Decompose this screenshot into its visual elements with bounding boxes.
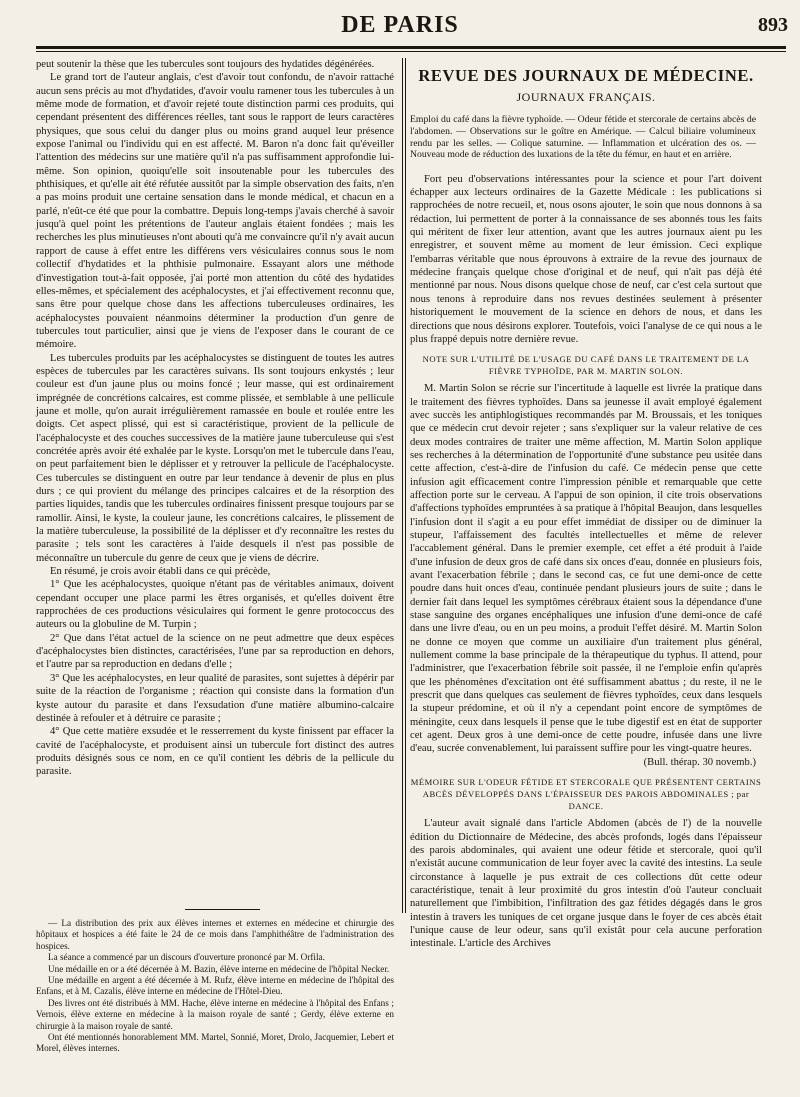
footnote-paragraph: — La distribution des prix aux élèves internes et externes en médecine et chirurgie des hôpitaux et hospices a été faite le 24 de ce mois dans l'amphithéâtre de l'administration des hospices. — [36, 918, 394, 951]
paragraph: peut soutenir la thèse que les tubercules sont toujours des hydatides dégénérées. — [36, 59, 375, 70]
list-item: 1° Que les acéphalocystes, quoique n'étant pas de véritables animaux, doivent cependant occuper une place parmi les êtres organisés, et qu'elles doivent être rapprochées de ces productions vésiculaires qui forment le genre protococcus des auteurs ou la globuline de M. Turpin ; — [36, 579, 394, 631]
header-rule-thin — [36, 51, 786, 52]
section-subtitle: JOURNAUX FRANÇAIS. — [516, 90, 656, 104]
running-title: DE PARIS — [341, 12, 459, 38]
article-title: MÉMOIRE SUR L'ODEUR FÉTIDE ET STERCORALE QUE PRÉSENTENT CERTAINS ABCÈS DÉVELOPPÉS DANS L'ÉPAISSEUR DES PAROIS ABDOMINALES ; par DANCE. — [410, 777, 762, 812]
footnote-paragraph: Une médaille en argent a été décernée à M. Rufz, élève interne en médecine de l'hôpital des Enfans, et à M. Cazalis, élève interne en médecine de l'Hôtel-Dieu. — [36, 975, 394, 997]
column-divider-inner — [405, 58, 406, 913]
footnote — [36, 918, 394, 1055]
left-column — [36, 58, 394, 779]
right-column — [410, 58, 762, 951]
list-item: 3° Que les acéphalocystes, en leur qualité de parasites, sont sujettes à dépérir par suite de la réaction de l'organisme ; réaction qui consiste dans la formation d'un kyste autour du parasite et dans l'exsudation d'une matière albumino-calcaire destinée à refouler et à détruire ce parasite ; — [36, 672, 394, 724]
footnote-paragraph: Une médaille en or a été décernée à M. Bazin, élève interne en médecine de l'hôpital Necker. — [48, 963, 390, 974]
footnote-paragraph: La séance a commencé par un discours d'ouverture prononcé par M. Orfila. — [48, 952, 325, 963]
paragraph: Le grand tort de l'auteur anglais, c'est d'avoir tout confondu, de n'avoir rattaché aucun sens précis au mot d'hydatides, d'avoir voulu ramener tous les tubercules à un même mode de formation, et d'avoir rejeté toute distinction parmi ces produits, qui cependant présentent des différences réelles, tant sous le rapport de leurs caractères physiques, que sous celui du danger plus ou moins grand auquel leur présence expose l'animal ou l'individu qui en est affecté. M. Baron n'a donc fait qu'éveiller l'attention des médecins sur une matière qu'il n'a pas suffisamment approfondie lui-même. Son opinion, quoiqu'elle soit insoutenable pour les tubercules des phthisiques, et qu'elle ait été réfutée aussitôt par la simple observation des faits, n'en a pas moins produit une certaine sensation dans le monde médical, et chacun en a parlé, n'eût-ce été que pour la combattre. Depuis long-temps j'avais cherché à savoir jusqu'à quel point les prétentions de l'auteur anglais étaient fondées ; mais les recherches les plus minutieuses n'ont abouti qu'à me convaincre qu'il n'y avait aucun rapport de cause à effet entre les différens vers vésiculaires connus sous le nom collectif d'hydatides et la phthisie pulmonaire. Essayant alors une méthode d'investigation tout-à-fait opposée, j'ai porté mon attention du côté des hydatides elles-mêmes, et spécialement des acéphalocystes, et j'ai effectivement reconnu que, sans être pour quelque chose dans les affections tuberculeuses ordinaires, les acéphalocystes pouvaient néanmoins déterminer la production d'un genre de tubercules tout particulier, ainsi que je viens de l'exposer dans le courant de ce mémoire. — [36, 72, 394, 351]
footnote-paragraph: Ont été mentionnés honorablement MM. Martel, Sonnié, Moret, Drolo, Jacquemier, Lebert et Morel, élèves internes. — [36, 1032, 394, 1054]
paragraph: Les tubercules produits par les acéphalocystes se distinguent de toutes les autres espèces de tubercules par les caractères suivans. Ils sont toujours enkystés ; leur couleur est d'un jaune plus ou moins foncé ; leur masse, qui est ordinairement imprégnée de concrétions calcaires, est comme plissée, et semblable à une pellicule jaune et molle, qu'on aurait irrégulièrement ramassée en boule et roulée entre les doigts. Cet aspect plissé, qui est si caractéristique, provient de la pellicule de l'acéphalocyste et des couches successives de la matière jaune tuberculeuse qui s'est concrétée après avoir été exhalée par le kyste. Lorsqu'on met le tubercule dans l'eau, on peut parfaitement bien le déplisser et y retrouver la pellicule de l'acéphalocyste. Ces tubercules se distinguent en outre par leur tendance à devenir de plus en plus durs ; ce qui provient du mélange des principes calcaires et de la résorption des parties liquides, tandis que les tubercules ordinaires finissent presque toujours par se ramollir. Ainsi, le kyste, la couleur jaune, les concrétions calcaires, le plissement de la matière tuberculeuse, la possibilité de la déplisser et d'y reconnaître les restes du parasite ; tels sont les caractères à l'aide desquels il n'est pas possible de méconnaître un tubercule du genre de ceux que je viens de décrire. — [36, 352, 394, 564]
list-item: 2° Que dans l'état actuel de la science on ne peut admettre que deux espèces d'acéphalocystes bien distinctes, caractérisées, l'une par sa reproduction en dehors, et l'autre par sa reproduction en dedans d'elle ; — [36, 632, 394, 671]
paragraph: En résumé, je crois avoir établi dans ce qui précède, — [50, 566, 271, 578]
summary: Emploi du café dans la fièvre typhoïde. — Odeur fétide et stercorale de certains abcès de l'abdomen. — Observations sur le goître en Amérique. — Calcul biliaire volumineux rendu par les selles. — Colique saturnine. — Inflammation et ulcération des os. — Nouveau mode de réduction des luxations de la tête du fémur, en haut et en arrière. — [410, 114, 756, 161]
article-source: (Bull. thérap. 30 novemb.) — [643, 756, 756, 768]
column-divider — [402, 58, 403, 913]
list-item: 4° Que cette matière exsudée et le resserrement du kyste finissent par effacer la cavité de l'acéphalocyste, et produisent ainsi un tubercule fort distinct des autres produits désignés sous ce nom, en ce qu'il contient les débris de la pellicule du parasite. — [36, 726, 394, 778]
page-header — [0, 0, 800, 50]
section-title: REVUE DES JOURNAUX DE MÉDECINE. — [418, 66, 754, 85]
header-rule — [36, 46, 786, 49]
page-number: 893 — [758, 14, 788, 36]
article-body: M. Martin Solon se récrie sur l'incertitude à laquelle est livrée la pratique dans le traitement des fièvres typhoïdes. Dans sa jeunesse il avait employé également avec succès les antiphlogistiques recommandés par M. Broussais, et les toniques que ce médecin crut devoir rejeter ; sans s'expliquer sur la valeur relative de ces deux modes contraires de traiter une même affection, M. Martin Solon applique ses recherches à la détermination de l'opportunité d'une substance peu usitée dans cette affection, c'est-à-dire de l'infusion du café. Ce médecin pense que cette infusion agit efficacement contre l'impression pénible et remarquable que cette affection porte sur le cerveau. A l'appui de son opinion, il cite trois observations d'affections typhoïdes empruntées à sa pratique à l'hôpital Beaujon, dans lesquelles l'infusion dont il s'agit a eu pour effet immédiat de dissiper ou de diminuer la stupeur, l'affaissement des facultés intellectuelles et même de relever l'accablement général. Dans le premier exemple, cet effet a été produit à l'aide d'une infusion de deux gros de café dans six onces d'eau, donnée en plusieurs fois, avant l'exacerbation fébrile ; dans le second cas, ce fut une demi-once de cette poudre dans huit onces d'eau, continuée pendant plusieurs jours de suite ; dans le dernier fait dans lequel les symptômes cérébraux étaient sous la dépendance d'une stase sanguine des organes encéphaliques une infusion d'une demi-once de café dans une livre d'eau, ou en un peu moins, a produit l'effet désiré. M. Martin Solon ne donne ce moyen que comme un auxiliaire d'un traitement plus général, nullement comme la base principale de la thérapeutique du typhus. Il attend, pour l'administrer, que l'exacerbation fébrile soit passée, il ne l'emploie enfin qu'après que les phénomènes d'excitation ont été suffisamment abattus ; du reste, il ne le prescrit que dans quelques cas seulement de fièvres typhoïdes, ceux dans lesquels la stupeur prédomine, et où il n'y a cependant point encore de symptômes de méningite, ceux dans lesquels il pense que le tube digestif est en état de supporter cet agent. Deux gros à une demi-once de cette poudre, infusée dans une livre d'eau, sucrée convenablement, lui paraissent suffire pour les vingt-quatre heures. — [410, 383, 762, 755]
intro-paragraph: Fort peu d'observations intéressantes pour la science et pour l'art doivent échapper aux lecteurs ordinaires de la Gazette Médicale : les publications si rapprochées de notre recueil, et, nous osons ajouter, le soin que nous donnons à sa rédaction, lui permettent de porter à la connaissance de ses abonnés tous les faits qui méritent de fixer leur attention, avant que les autres journaux aient pu les enregistrer, et souvent même au moment de leur émission. Ceci explique l'embarras véritable que nous éprouvons à extraire de la revue des journaux de médecine français quelque chose d'original et de neuf, qui n'ait pas déjà été mentionné par nous. Nous disons quelque chose de neuf, car c'est cela surtout que nous tenons à reproduire dans nos revues destinées seulement à présenter historiquement le mouvement de la science en dehors de nous, et dans les directions que nous désirons explorer. Toutefois, voici l'analyse de ce qui nous a le plus frappé depuis notre dernière revue. — [410, 173, 762, 345]
footnote-paragraph: Des livres ont été distribués à MM. Hache, élève interne en médecine à l'hôpital des Enfans ; Vernois, élève externe en médecine à la maison royale de santé ; Gerdy, élève externe en chirurgie à la maison royale de santé. — [36, 997, 394, 1031]
article-body: L'auteur avait signalé dans l'article Abdomen (abcès de l') de la nouvelle édition du Dictionnaire de Médecine, des abcès profonds, logés dans l'épaisseur des parois abdominales, qui avaient une odeur fétide et stercorale, quoi qu'il n'existât aucune communication de leur foyer avec la cavité des intestins. La seule circonstance à laquelle je pus extrait de ces collections dût cette odeur caractéristique, tenait à leur proximité du gros intestin d'où l'auteur concluait naturellement que l'imbibition, l'infiltration des gaz fétides dégagés dans le gros intestin à travers les tuniques de cet organe jusque dans le foyer de ces abcès était l'unique cause de leur odeur, sans qu'il existât pour cela aucune perforation intestinale. L'article des Archives — [410, 818, 762, 950]
article-title: NOTE SUR L'UTILITÉ DE L'USAGE DU CAFÉ DANS LE TRAITEMENT DE LA FIÈVRE TYPHOÏDE, PAR M. MARTIN SOLON. — [422, 354, 750, 377]
footnote-separator — [185, 909, 260, 910]
